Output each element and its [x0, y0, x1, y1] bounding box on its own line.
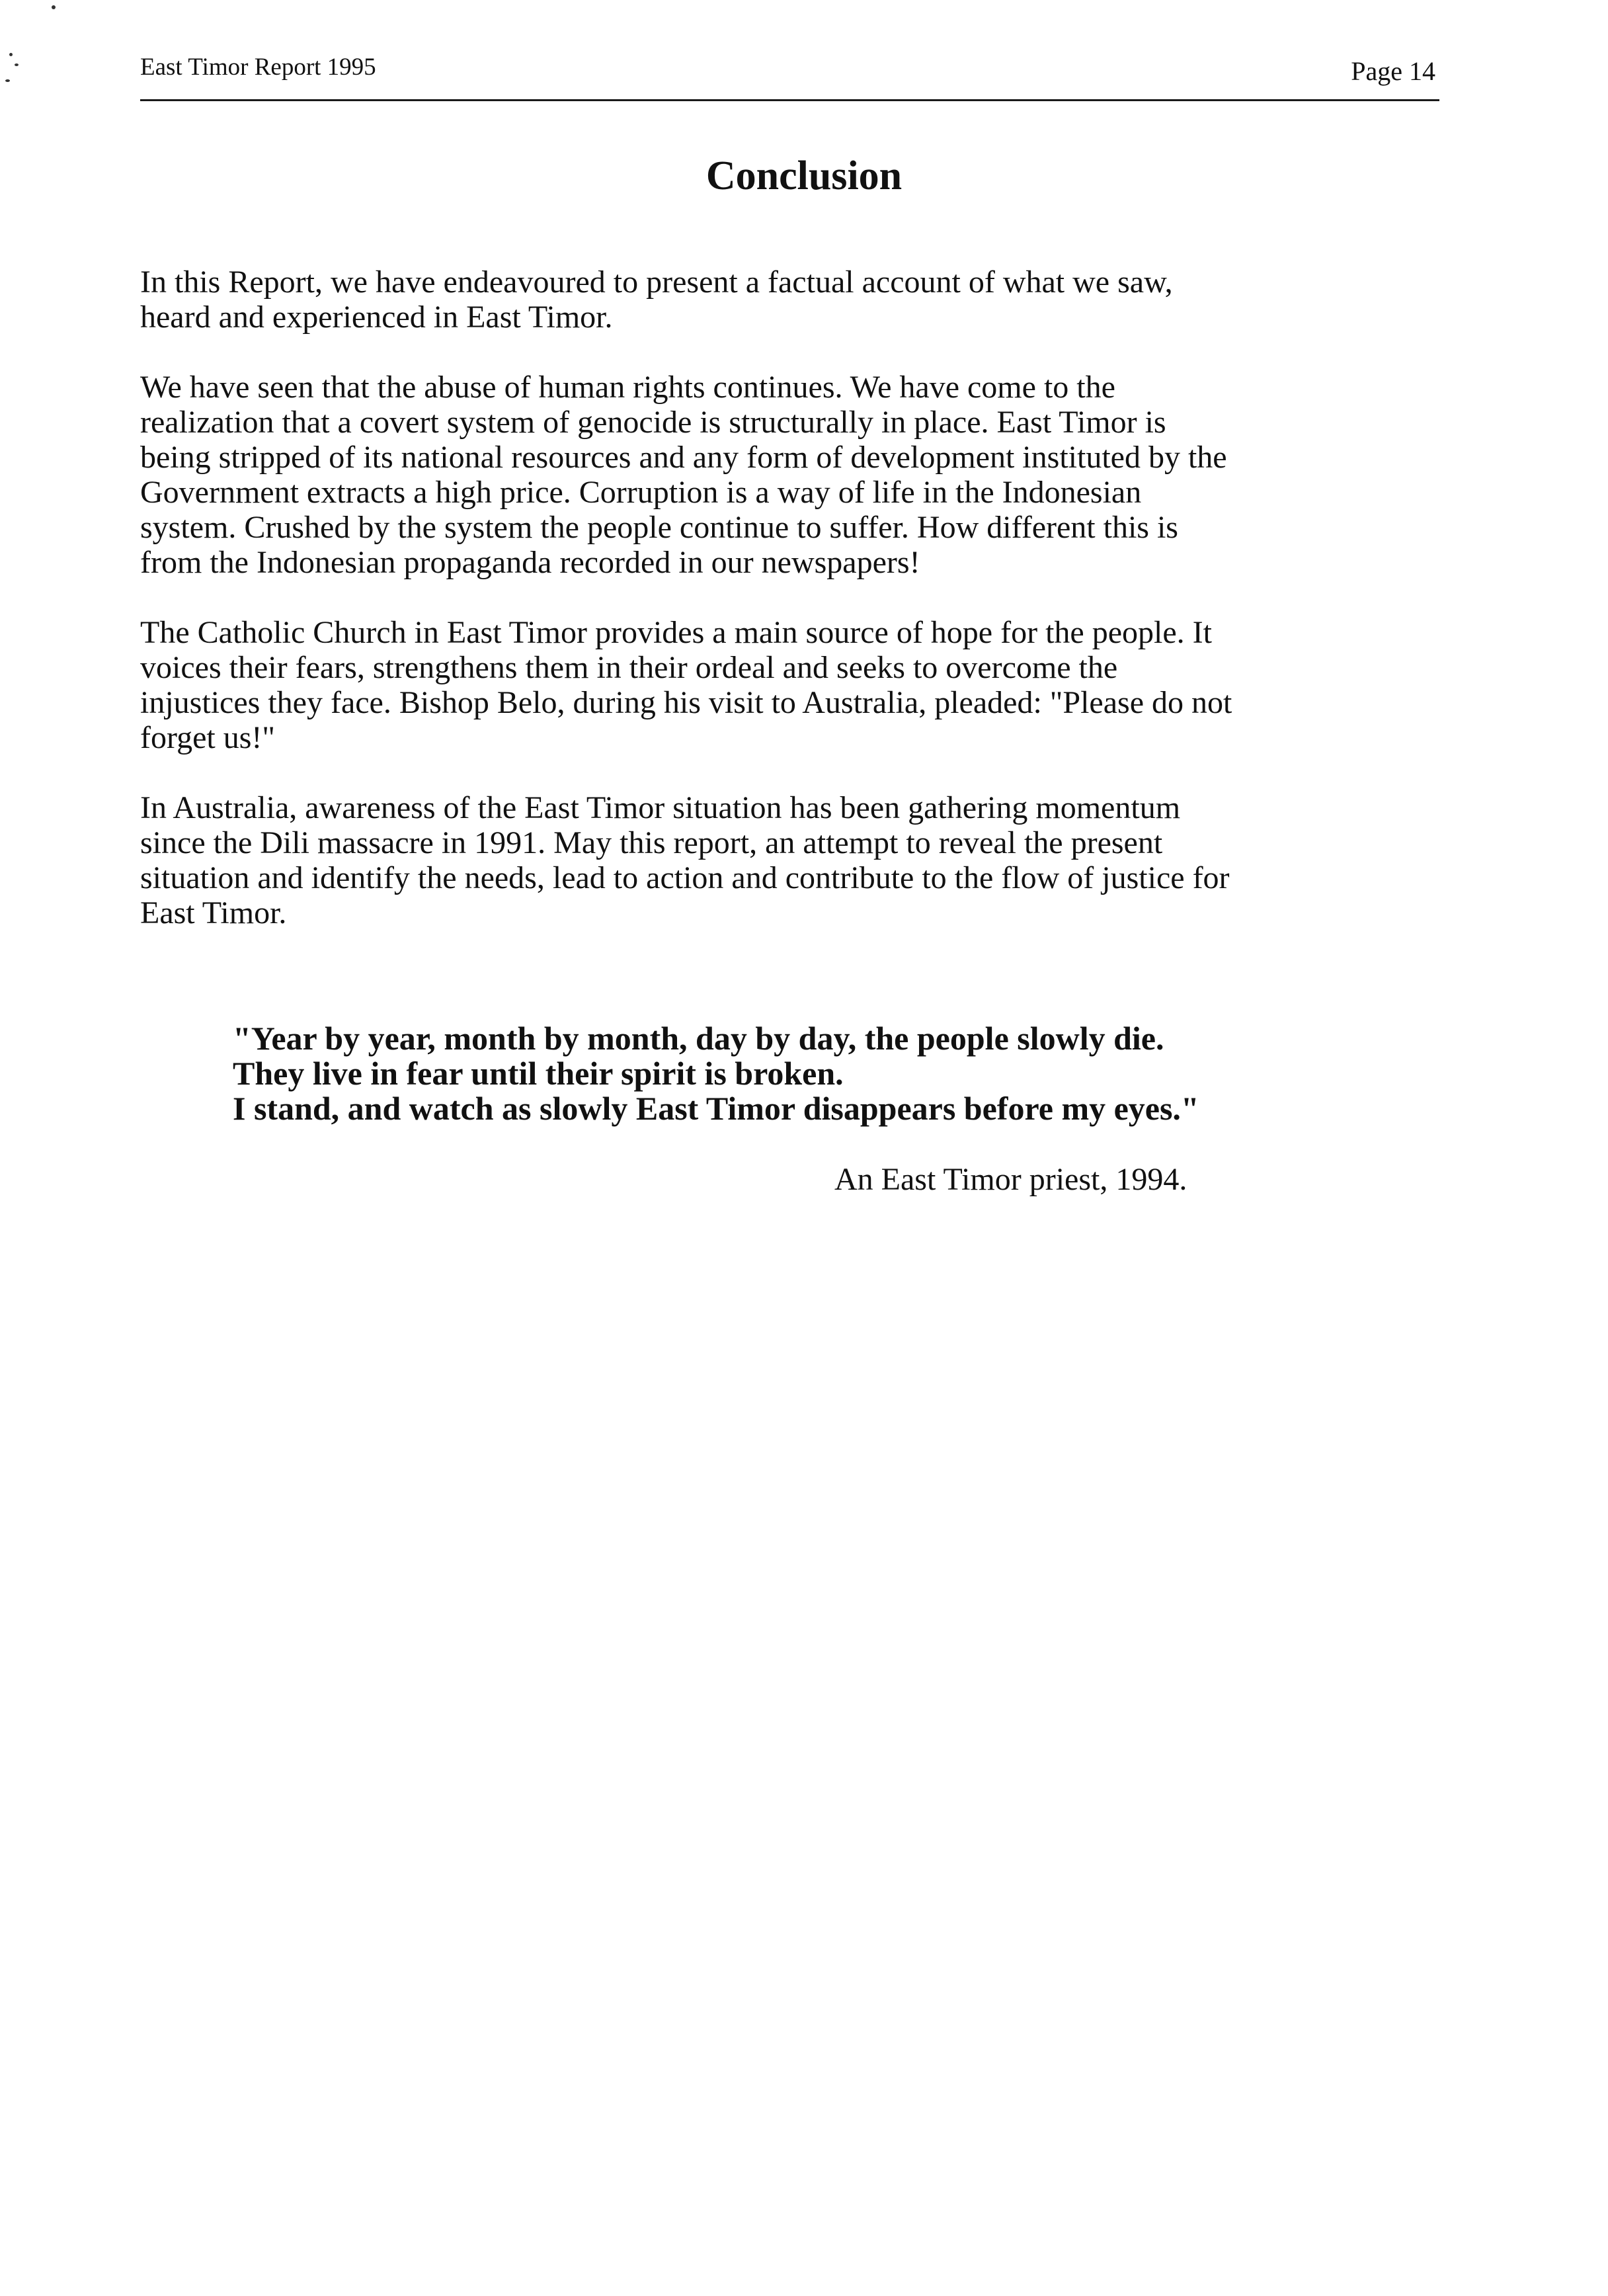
paragraph: We have seen that the abuse of human rights continues. We have come to the realization that a covert system of genocide is structurally in place. East Timor is being stripped of its national resources and any form of development instituted by the Government extracts a high price. Corruption is a way of life in the Indonesian system. Crushed by the system the people continue to suffer. How different this is from the Indonesian propaganda recorded in our newspapers!	[140, 370, 1227, 580]
section-title: Conclusion	[705, 153, 903, 198]
quote-line: They live in fear until their spirit is broken.	[233, 1055, 844, 1092]
scan-speck	[52, 5, 56, 9]
page-header	[140, 52, 1439, 101]
scan-speck	[9, 53, 13, 56]
page-number: Page 14	[1351, 56, 1435, 86]
paragraph: In this Report, we have endeavoured to present a factual account of what we saw, heard and experienced in East Timor.	[140, 265, 1173, 335]
scan-speck	[15, 63, 19, 66]
quote-attribution: An East Timor priest, 1994.	[834, 1162, 1187, 1197]
block-quote	[233, 1021, 1390, 1126]
report-title: East Timor Report 1995	[140, 54, 376, 81]
quote-line: "Year by year, month by month, day by day, the people slowly die.	[233, 1020, 1164, 1057]
paragraph: The Catholic Church in East Timor provides a main source of hope for the people. It voices their fears, strengthens them in their ordeal and seeks to overcome the injustices they face. Bishop Belo, during his visit to Australia, pleaded: "Please do not forget us!"	[140, 615, 1232, 755]
paragraph: In Australia, awareness of the East Timor situation has been gathering momentum since the Dili massacre in 1991. May this report, an attempt to reveal the present situation and identify the needs, lead to action and contribute to the flow of justice for East Timor.	[140, 790, 1230, 930]
scan-speck	[5, 79, 10, 82]
body-text	[140, 265, 1446, 965]
quote-line: I stand, and watch as slowly East Timor disappears before my eyes."	[233, 1090, 1199, 1127]
